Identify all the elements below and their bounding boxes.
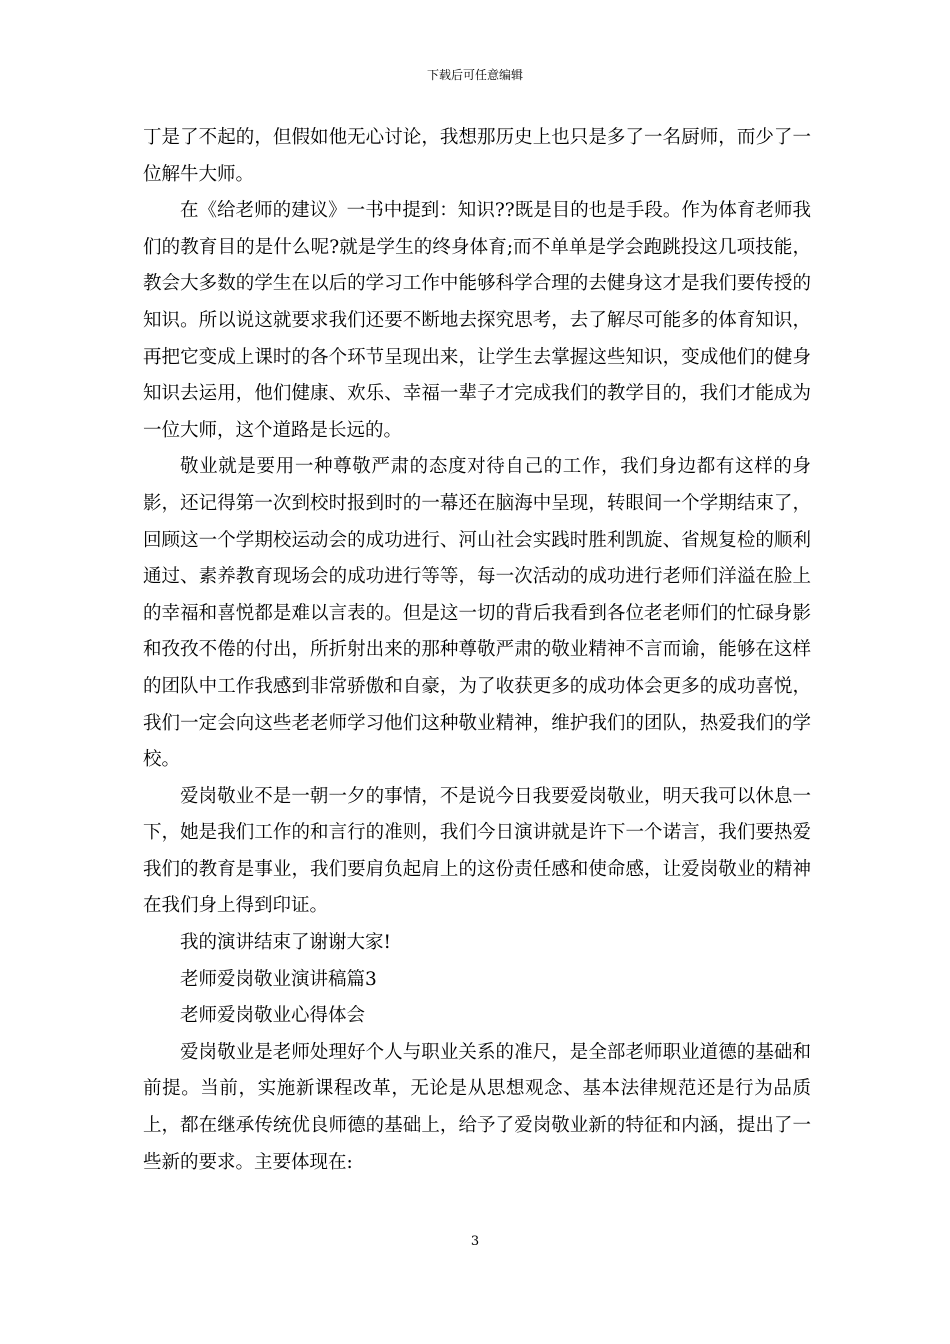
paragraph-teacher-advice: 在《给老师的建议》一书中提到：知识??既是目的也是手段。作为体育老师我们的教育目的是什么呢?就是学生的终身体育;而不单单是学会跑跳投这几项技能，教会大多数的学生在以后的学习工作中能够科学合理的去健身这才是我们要传授的知识。所以说这就要求我们还要不断地去探究思考，去了解尽可能多的体育知识，再把它变成上课时的各个环节呈现出来，让学生去掌握这些知识，变成他们的健身知识去运用，他们健康、欢乐、幸福一辈子才完成我们的教学目的，我们才能成为一位大师，这个道路是长远的。	[143, 200, 811, 441]
page-header: 下载后可任意编辑	[426, 68, 523, 82]
paragraph-ethics: 爱岗敬业是老师处理好个人与职业关系的准尺，是全部老师职业道德的基础和前提。当前，实施新课程改革，无论是从思想观念、基本法律规范还是行为品质上，都在继承传统优良师德的基础上，给予了爱岗敬业新的特征和内涵，提出了一些新的要求。主要体现在:	[143, 1041, 811, 1173]
page-number: 3	[470, 1234, 480, 1249]
paragraph-closing: 我的演讲结束了谢谢大家!	[180, 932, 391, 954]
paragraph-love-job: 爱岗敬业不是一朝一夕的事情，不是说今日我要爱岗敬业，明天我可以休息一下，她是我们工作的和言行的准则，我们今日演讲就是许下一个诺言，我们要热爱我们的教育是事业，我们要肩负起肩上的这份责任感和使命感，让爱岗敬业的精神在我们身上得到印证。	[143, 785, 811, 917]
paragraph-dedication: 敬业就是要用一种尊敬严肃的态度对待自己的工作，我们身边都有这样的身影，还记得第一次到校时报到时的一幕还在脑海中呈现，转眼间一个学期结束了，回顾这一个学期校运动会的成功进行、河山社会实践时胜利凯旋、省规复检的顺利通过、素养教育现场会的成功进行等等，每一次活动的成功进行老师们洋溢在脸上的幸福和喜悦都是难以言表的。但是这一切的背后我看到各位老老师们的忙碌身影和孜孜不倦的付出，所折射出来的那种尊敬严肃的敬业精神不言而谕，能够在这样的团队中工作我感到非常骄傲和自豪，为了收获更多的成功体会更多的成功喜悦，我们一定会向这些老老师学习他们这种敬业精神，维护我们的团队，热爱我们的学校。	[143, 456, 811, 771]
paragraph-continuation: 丁是了不起的，但假如他无心讨论，我想那历史上也只是多了一名厨师，而少了一位解牛大师。	[143, 127, 811, 185]
document-body	[143, 120, 811, 1181]
section-subtitle: 老师爱岗敬业心得体会	[180, 1005, 366, 1027]
section-title: 老师爱岗敬业演讲稿篇3	[180, 968, 377, 990]
